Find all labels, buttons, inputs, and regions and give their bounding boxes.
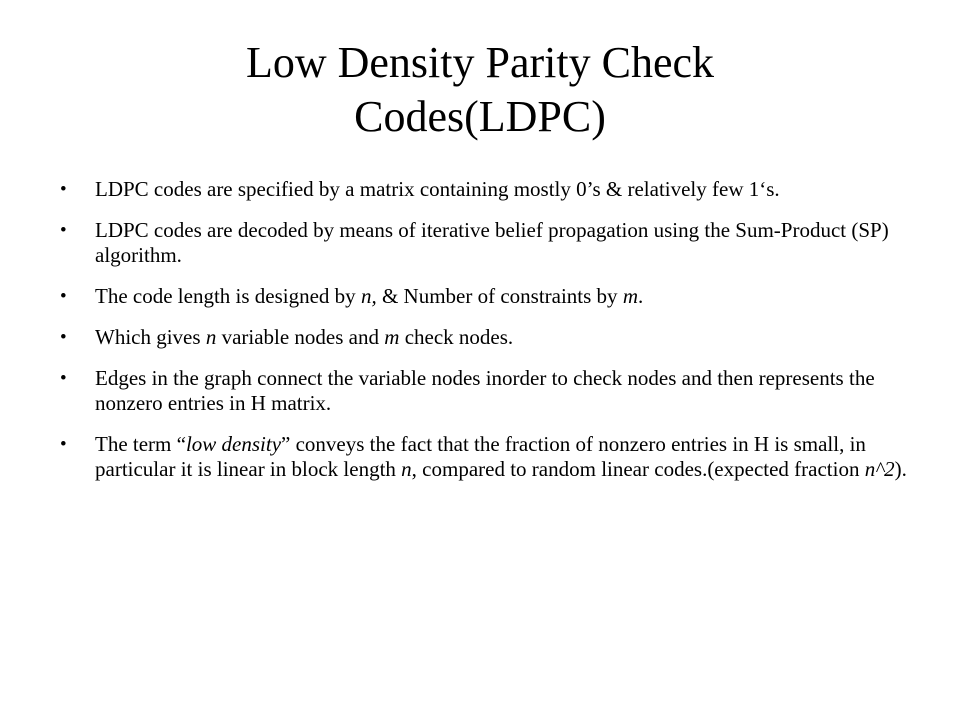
bullet-dot-icon: • (60, 327, 67, 348)
text-run: ” conveys the fact that the fraction of nonzero entries in H is small, in particular it is linear in block length (95, 432, 866, 481)
bullet-text (95, 366, 875, 415)
italic-text-run: m (622, 284, 638, 308)
bullet-text (95, 432, 907, 481)
bullet-text (95, 284, 643, 308)
italic-text-run: n^2 (864, 457, 895, 481)
bullet-text (95, 177, 780, 201)
italic-text-run: n (205, 325, 217, 349)
bullet-text (95, 218, 889, 267)
bullet-text (95, 325, 513, 349)
italic-text-run: n (401, 457, 412, 481)
bullet-dot-icon: • (60, 368, 67, 389)
bullet-item-1 (60, 177, 920, 202)
text-run: LDPC codes are specified by a matrix containing mostly 0’s & relatively few 1‘s. (95, 177, 780, 201)
bullet-item-3 (60, 284, 920, 309)
bullet-dot-icon: • (60, 434, 67, 455)
italic-text-run: m (384, 325, 400, 349)
text-run: , compared to random linear codes.(expected fraction (411, 457, 865, 481)
bullet-list (60, 177, 920, 498)
bullet-item-5 (60, 366, 920, 416)
text-run: LDPC codes are decoded by means of iterative belief propagation using the Sum-Product (SP) algorithm. (95, 218, 889, 267)
slide-title-line-2: Codes(LDPC) (354, 92, 606, 141)
text-run: variable nodes and (216, 325, 385, 349)
text-run: check nodes. (399, 325, 514, 349)
bullet-item-4 (60, 325, 920, 350)
italic-text-run: n, (360, 284, 377, 308)
text-run: . (637, 284, 644, 308)
text-run: Edges in the graph connect the variable nodes inorder to check nodes and then represents the nonzero entries in H matrix. (95, 366, 875, 415)
italic-text-run: low density (185, 432, 282, 456)
bullet-dot-icon: • (60, 220, 67, 241)
bullet-dot-icon: • (60, 286, 67, 307)
text-run: The term “ (95, 432, 186, 456)
text-run: The code length is designed by (95, 284, 361, 308)
slide-title (120, 36, 840, 144)
slide-title-line-1: Low Density Parity Check (245, 38, 715, 87)
text-run: & Number of constraints by (376, 284, 623, 308)
text-run: Which gives (95, 325, 206, 349)
bullet-item-6 (60, 432, 920, 482)
text-run: ). (894, 457, 907, 481)
bullet-dot-icon: • (60, 179, 67, 200)
bullet-item-2 (60, 218, 920, 268)
